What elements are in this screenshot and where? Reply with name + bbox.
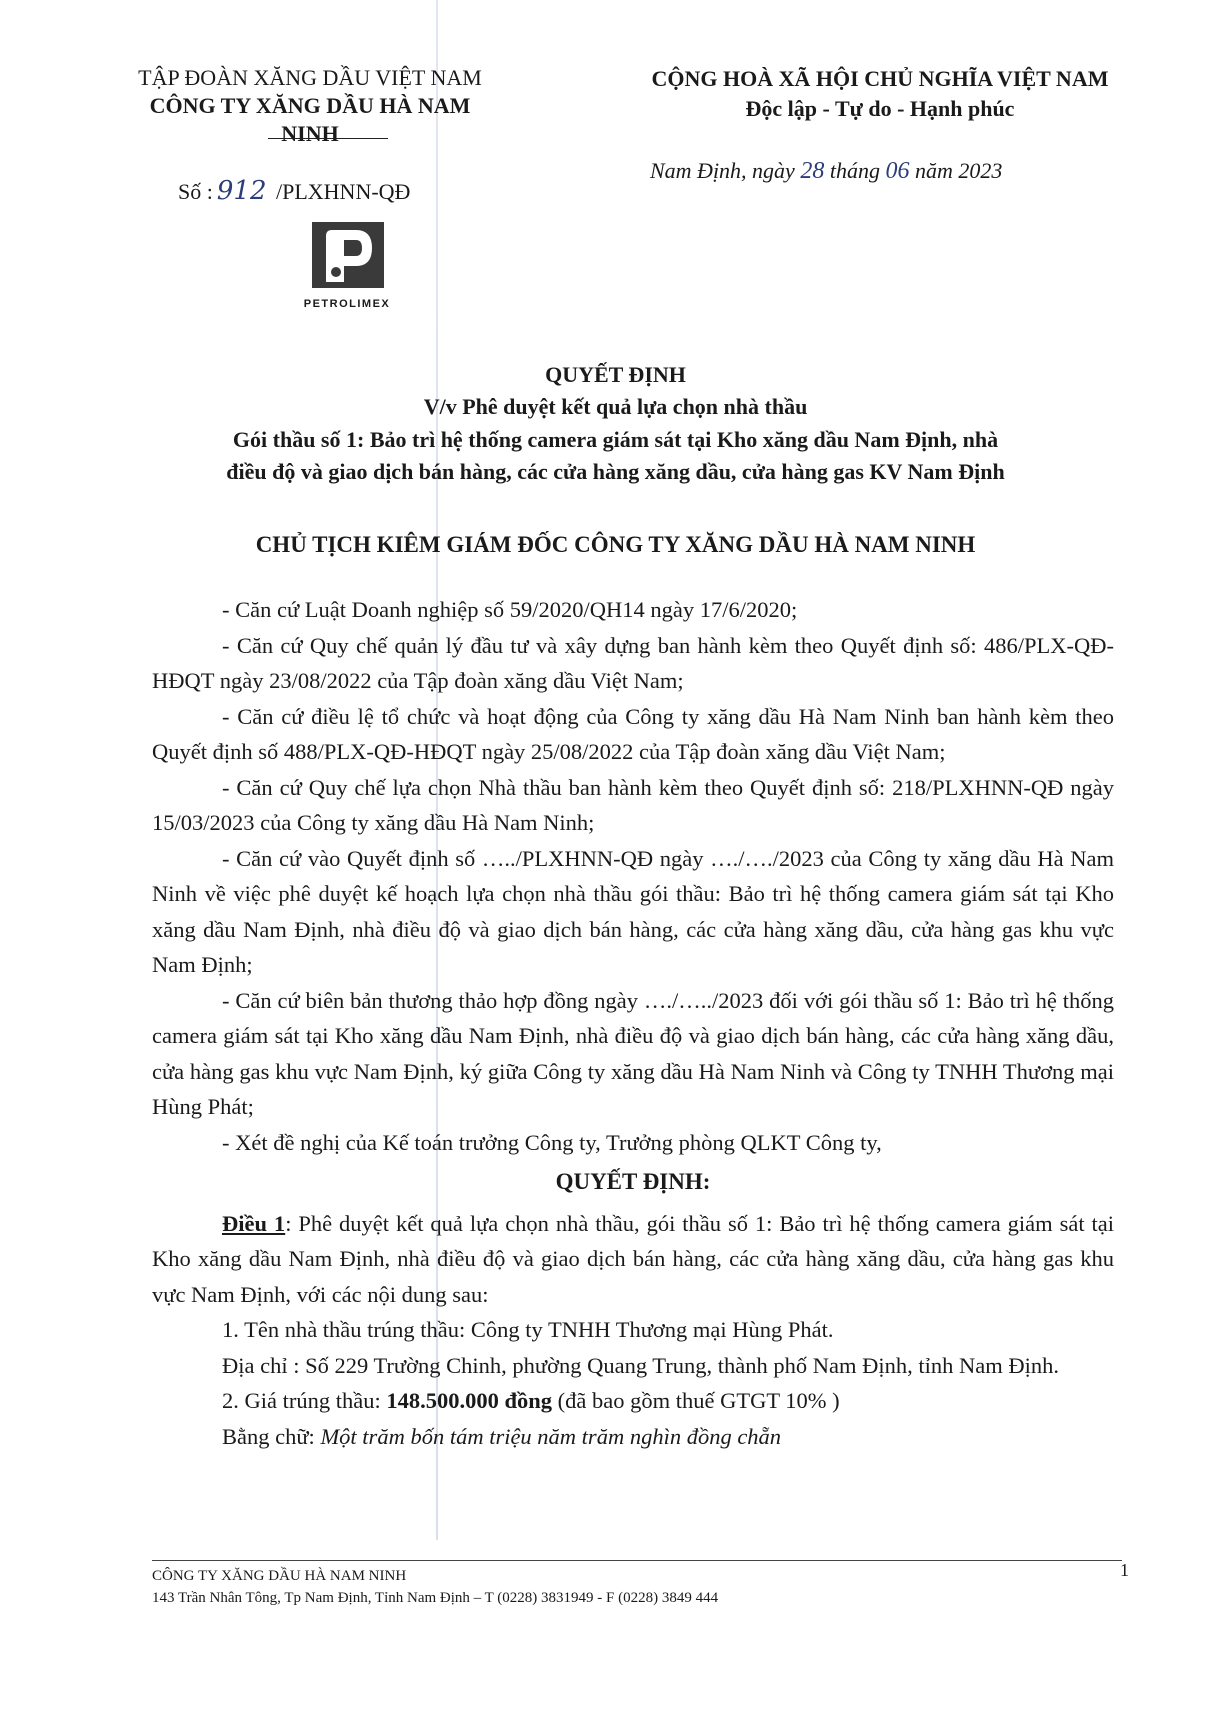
article-1-text: : Phê duyệt kết quả lựa chọn nhà thầu, gói thầu số 1: Bảo trì hệ thống camera giám sát tại Kho xăng dầu Nam Định, nhà điều độ và giao dịch bán hàng, các cửa hàng xăng dầu, cửa hàng gas khu vực Nam Định, với các nội dung sau: — [152, 1210, 1114, 1307]
bidder-address: Địa chỉ : Số 229 Trường Chinh, phường Quang Trung, thành phố Nam Định, tỉnh Nam Định. — [222, 1352, 1059, 1378]
date-day: 28 — [800, 158, 825, 184]
basis-item: - Căn cứ Luật Doanh nghiệp số 59/2020/QH14 ngày 17/6/2020; — [222, 597, 798, 622]
republic-name: CỘNG HOÀ XÃ HỘI CHỦ NGHĨA VIỆT NAM — [651, 66, 1109, 91]
price-in-words — [152, 1419, 1114, 1455]
basis-item: - Căn cứ Quy chế quản lý đầu tư và xây dựng ban hành kèm theo Quyết định số: 486/PLX-QĐ-HĐQT ngày 23/08/2022 của Tập đoàn xăng dầu Việt Nam; — [152, 632, 1114, 693]
basis-item: - Xét đề nghị của Kế toán trưởng Công ty, Trưởng phòng QLKT Công ty, — [222, 1129, 882, 1155]
company-name: CÔNG TY XĂNG DẦU HÀ NAM NINH — [149, 93, 471, 146]
subject-line-2a: Gói thầu số 1: Bảo trì hệ thống camera giám sát tại Kho xăng dầu Nam Định, nhà — [232, 427, 999, 452]
issuer-block — [130, 64, 490, 148]
price-value: 148.500.000 đồng — [386, 1388, 553, 1413]
chairman-heading: CHỦ TỊCH KIÊM GIÁM ĐỐC CÔNG TY XĂNG DẦU HÀ NAM NINH — [255, 532, 976, 557]
national-header — [600, 64, 1160, 124]
document-number — [178, 176, 410, 206]
document-body — [152, 592, 1114, 1454]
footer-contact: 143 Trần Nhân Tông, Tp Nam Định, Tỉnh Nam Định – T (0228) 3831949 - F (0228) 3849 444 — [152, 1590, 719, 1606]
words-label: Bằng chữ: — [222, 1423, 321, 1449]
decision-heading: QUYẾT ĐỊNH: — [555, 1169, 711, 1194]
document-title: QUYẾT ĐỊNH — [545, 362, 686, 387]
basis-item: - Căn cứ điều lệ tổ chức và hoạt động của Công ty xăng dầu Hà Nam Ninh ban hành kèm theo Quyết định số 488/PLX-QĐ-HĐQT ngày 25/08/2022 của Tập đoàn xăng dầu Việt Nam; — [152, 703, 1114, 764]
subject-line-2b: điều độ và giao dịch bán hàng, các cửa hàng xăng dầu, cửa hàng gas KV Nam Định — [226, 459, 1005, 484]
words-value: Một trăm bốn tám triệu năm trăm nghìn đồng chẵn — [320, 1423, 782, 1449]
petrolimex-logo-icon — [312, 222, 384, 288]
price-note: (đã bao gồm thuế GTGT 10% ) — [552, 1388, 840, 1413]
subject-line-1: V/v Phê duyệt kết quả lựa chọn nhà thầu — [423, 394, 808, 419]
basis-item: - Căn cứ Quy chế lựa chọn Nhà thầu ban hành kèm theo Quyết định số: 218/PLXHNN-QĐ ngày 15/03/2023 của Công ty xăng dầu Hà Nam Ninh; — [152, 774, 1114, 835]
footer-divider — [152, 1560, 1122, 1561]
page-number: 1 — [1120, 1560, 1129, 1580]
date-suffix: năm 2023 — [909, 158, 1003, 183]
doc-number-prefix: Số : — [178, 179, 213, 204]
article-1-label: Điều 1 — [222, 1210, 286, 1236]
date-mid: tháng — [824, 158, 886, 183]
doc-number-suffix: /PLXHNN-QĐ — [270, 179, 411, 204]
national-motto: Độc lập - Tự do - Hạnh phúc — [745, 96, 1015, 121]
issuer-underline — [268, 138, 388, 139]
parent-org: TẬP ĐOÀN XĂNG DẦU VIỆT NAM — [138, 65, 482, 90]
basis-item: - Căn cứ biên bản thương thảo hợp đồng ngày …./…../2023 đối với gói thầu số 1: Bảo trì hệ thống camera giám sát tại Kho xăng dầu Nam Định, nhà điều độ và giao dịch bán hàng, các cửa hàng xăng dầu, cửa hàng gas khu vực Nam Định, ký giữa Công ty xăng dầu Hà Nam Ninh và Công ty TNHH Thương mại Hùng Phát; — [152, 987, 1114, 1119]
basis-item: - Căn cứ vào Quyết định số …../PLXHNN-QĐ ngày …./…./2023 của Công ty xăng dầu Hà Nam Ninh về việc phê duyệt kế hoạch lựa chọn nhà thầu gói thầu: Bảo trì hệ thống camera giám sát tại Kho xăng dầu Nam Định, nhà điều độ và giao dịch bán hàng, các cửa hàng xăng dầu, cửa hàng gas khu vực Nam Định; — [152, 845, 1114, 977]
price-label: 2. Giá trúng thầu: — [222, 1388, 387, 1413]
document-date — [650, 158, 1002, 185]
article-1 — [152, 1206, 1114, 1313]
subject-line-2 — [100, 424, 1131, 488]
date-prefix: Nam Định, ngày — [650, 158, 801, 183]
logo-wordmark: PETROLIMEX — [303, 298, 391, 310]
doc-number-handwritten: 912 — [216, 176, 267, 206]
winning-bidder: 1. Tên nhà thầu trúng thầu: Công ty TNHH Thương mại Hùng Phát. — [222, 1317, 834, 1342]
winning-price — [152, 1383, 1114, 1419]
footer-company: CÔNG TY XĂNG DẦU HÀ NAM NINH — [152, 1568, 407, 1584]
date-month: 06 — [885, 158, 910, 184]
